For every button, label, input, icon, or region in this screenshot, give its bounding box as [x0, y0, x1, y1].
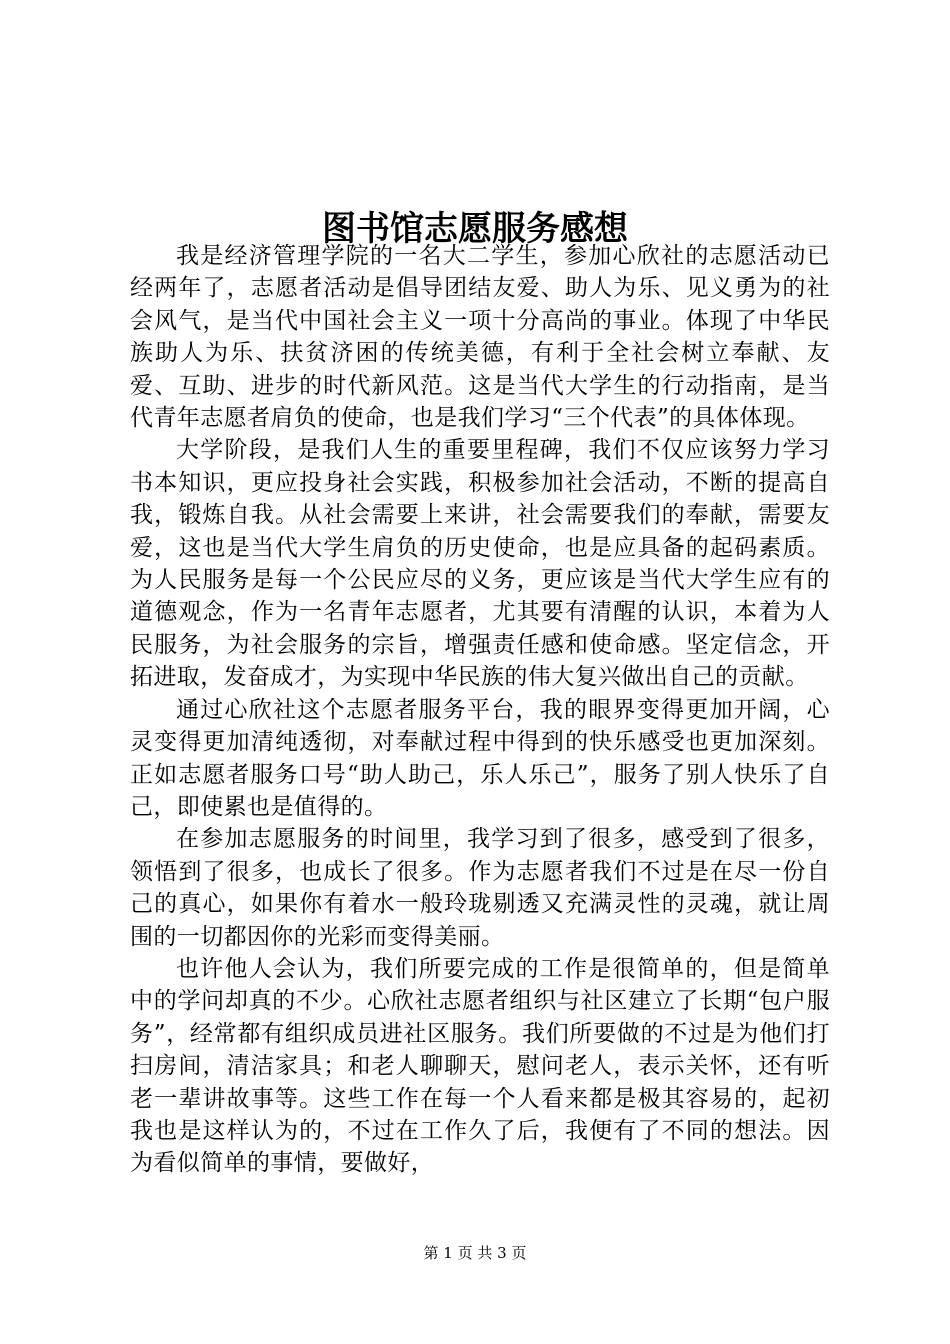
paragraph-1: 我是经济管理学院的一名大二学生，参加心欣社的志愿活动已经两年了，志愿者活动是倡导团结友爱、助人为乐、见义勇为的社会风气，是当代中国社会主义一项十分高尚的事业。体现了中华民族助人为乐、扶贫济困的传统美德，有利于全社会树立奉献、友爱、互助、进步的时代新风范。这是当代大学生的行动指南，是当代青年志愿者肩负的使命，也是我们学习“三个代表”的具体体现。 — [130, 243, 830, 432]
page-footer: 第 1 页 共 3 页 — [423, 1244, 527, 1262]
document-title: 图书馆志愿服务感想 — [322, 208, 628, 249]
paragraph-3: 通过心欣社这个志愿者服务平台，我的眼界变得更加开阔，心灵变得更加清纯透彻，对奉献过程中得到的快乐感受也更加深刻。正如志愿者服务口号“助人助己，乐人乐己”，服务了别人快乐了自己，即使累也是值得的。 — [130, 696, 830, 820]
paragraph-4: 在参加志愿服务的时间里，我学习到了很多，感受到了很多，领悟到了很多，也成长了很多。作为志愿者我们不过是在尽一份自己的真心，如果你有着水一般玲珑剔透又充满灵性的灵魂，就让周围的一切都因你的光彩而变得美丽。 — [130, 826, 830, 950]
paragraph-5: 也许他人会认为，我们所要完成的工作是很简单的，但是简单中的学问却真的不少。心欣社志愿者组织与社区建立了长期“包户服务”，经常都有组织成员进社区服务。我们所要做的不过是为他们打扫房间，清洁家具；和老人聊聊天，慰问老人，表示关怀，还有听老一辈讲故事等。这些工作在每一个人看来都是极其容易的，起初我也是这样认为的，不过在工作久了后，我便有了不同的想法。因为看似简单的事情，要做好， — [130, 955, 830, 1177]
document-body — [130, 240, 830, 1180]
paragraph-2: 大学阶段，是我们人生的重要里程碑，我们不仅应该努力学习书本知识，更应投身社会实践，积极参加社会活动，不断的提高自我，锻炼自我。从社会需要上来讲，社会需要我们的奉献，需要友爱，这也是当代大学生肩负的历史使命，也是应具备的起码素质。为人民服务是每一个公民应尽的义务，更应该是当代大学生应有的道德观念，作为一名青年志愿者，尤其要有清醒的认识，本着为人民服务，为社会服务的宗旨，增强责任感和使命感。坚定信念，开拓进取，发奋成才，为实现中华民族的伟大复兴做出自己的贡献。 — [130, 437, 830, 691]
